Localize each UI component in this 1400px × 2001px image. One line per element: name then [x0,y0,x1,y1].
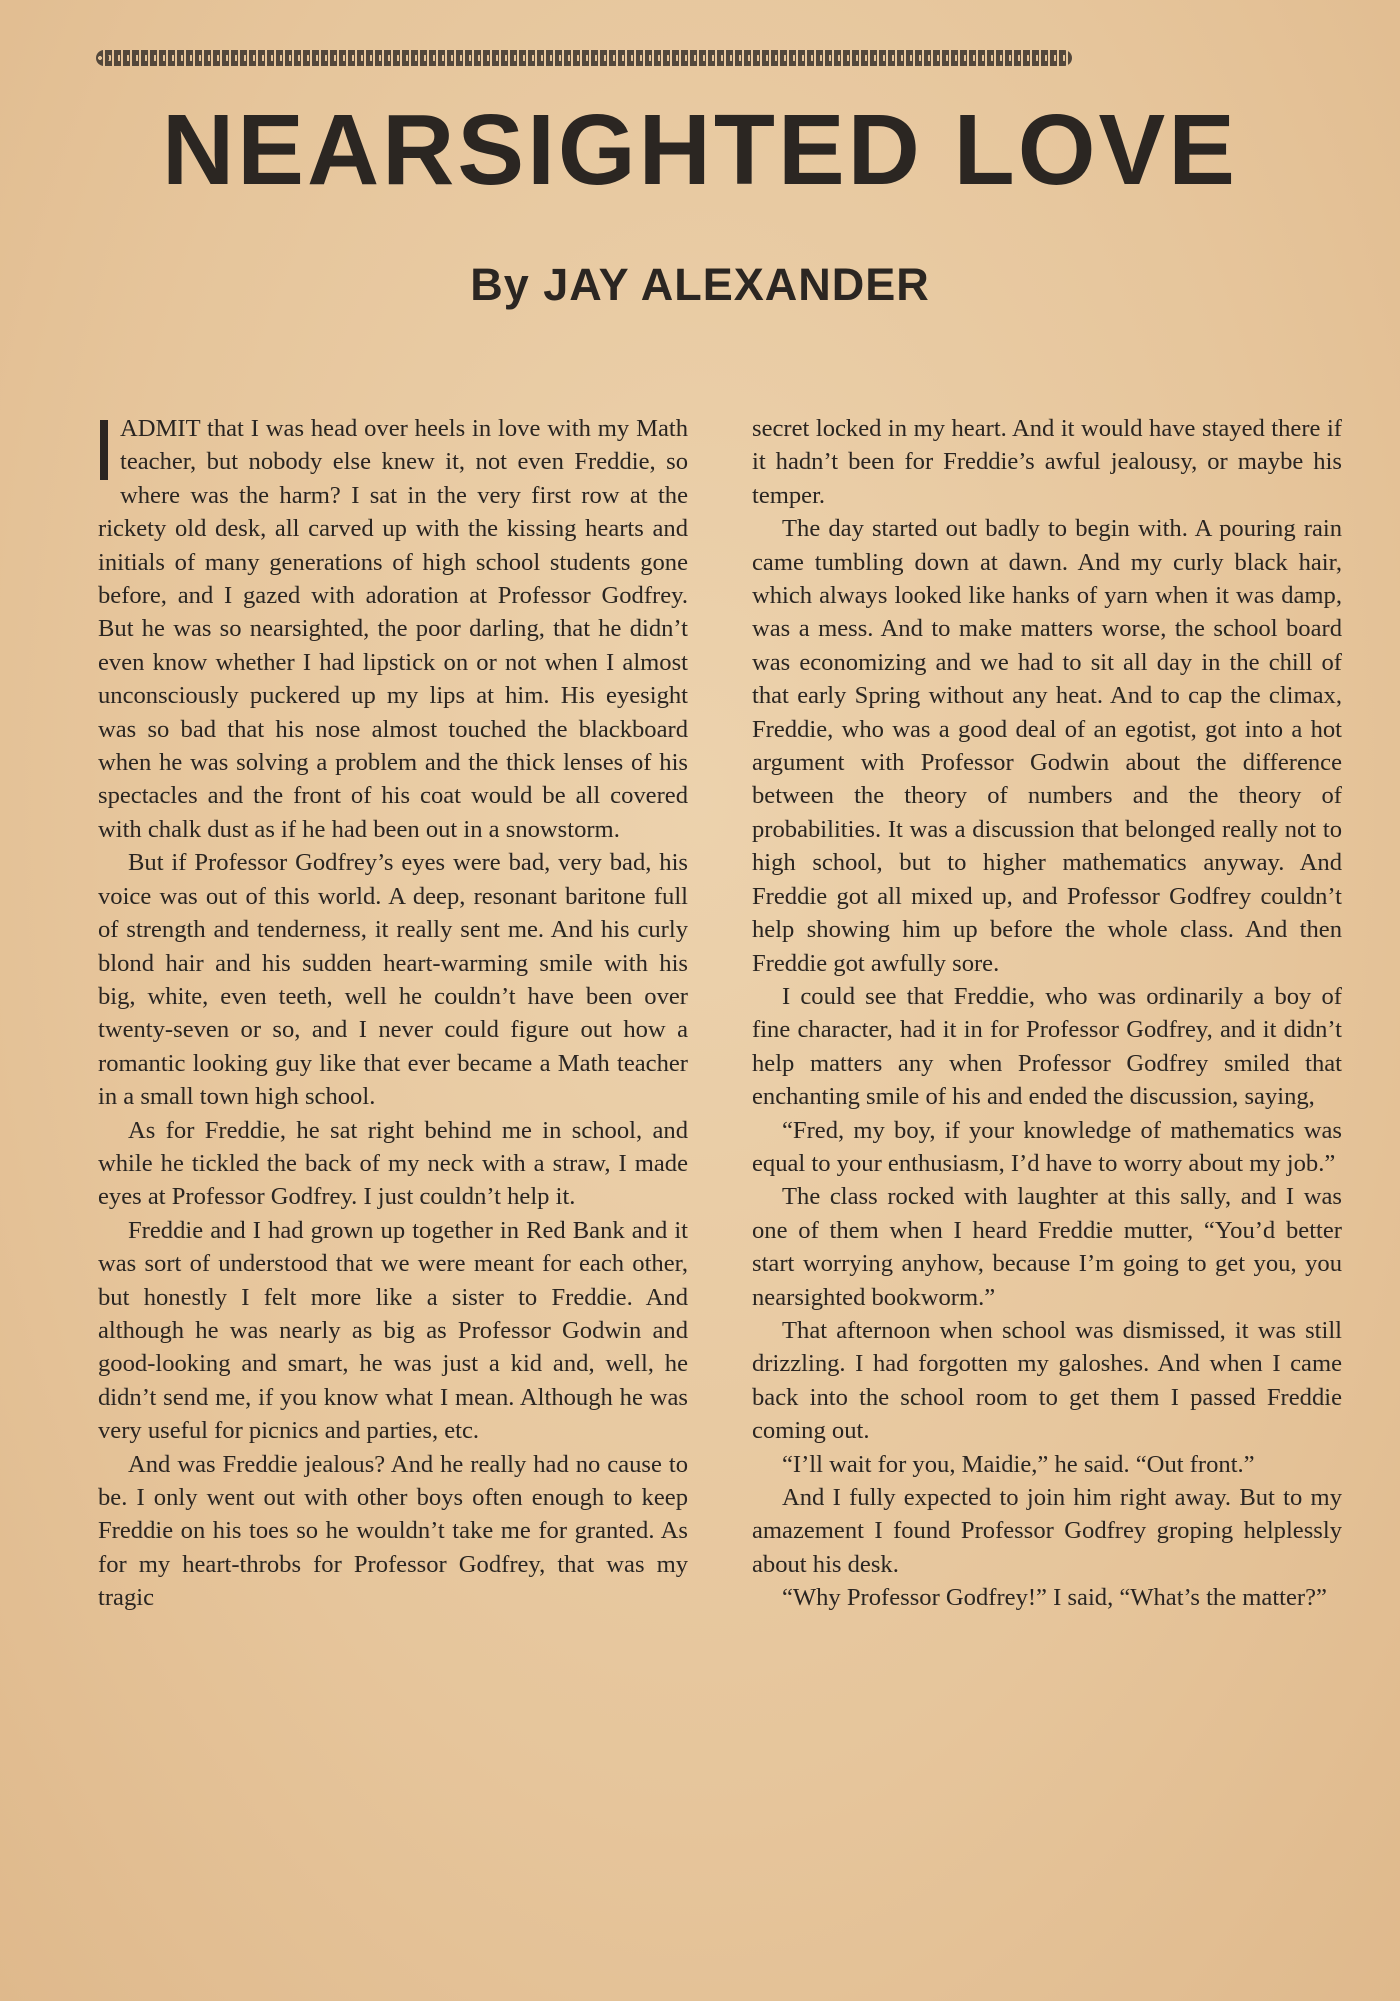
paragraph: And was Freddie jealous? And he really had no cause to be. I only went out with other boys often enough to keep Freddie on his toes so he wouldn’t take me for granted. As for my heart-throbs for Professor Godfrey, that was my tragic [98,1450,688,1612]
paragraph: As for Freddie, he sat right behind me in school, and while he tickled the back of my neck with a straw, I made eyes at Professor Godfrey. I just couldn’t help it. [98,1116,688,1211]
paragraph: Freddie and I had grown up together in Red Bank and it was sort of understood that we were meant for each other, but honestly I felt more like a sister to Freddie. And although he was nearly as big as Professor Godwin and good-looking and smart, he was just a kid and, well, he didn’t send me, if you know what I mean. Although he was very useful for picnics and parties, etc. [98,1216,688,1445]
paragraph: “Fred, my boy, if your knowledge of mathematics was equal to your enthusiasm, I’d have to worry about my job.” [752,1116,1342,1177]
drop-cap-i [100,420,108,480]
paragraph: The day started out badly to begin with. A pouring rain came tumbling down at dawn. And my curly black hair, which always looked like hanks of yarn when it was damp, was a mess. And to make matters worse, the school board was economizing and we had to sit all day in the chill of that early Spring without any heat. And to cap the climax, Freddie, who was a good deal of an egotist, got into a hot argument with Professor Godwin about the difference between the theory of numbers and the theory of probabilities. It was a discussion that belonged really not to high school, but to higher mathematics anyway. And Freddie got all mixed up, and Professor Godfrey couldn’t help showing him up before the whole class. And then Freddie got awfully sore. [752,515,1342,977]
paragraph: And I fully expected to join him right away. But to my amazement I found Professor Godfrey groping helplessly about his desk. [752,1484,1342,1578]
right-text-column [752,412,1342,1615]
paragraph-text: ADMIT that I was head over heels in love with my Math teacher, but nobody else knew it, not even Freddie, so where was the harm? I sat in the very first row at the rickety old desk, all carved up with the kissing hearts and initials of many generations of high school students gone before, and I gazed with adoration at Professor Godfrey. But he was so nearsighted, the poor darling, that he didn’t even know whether I had lipstick on or not when I almost unconsciously puckered up my lips at him. His eyesight was so bad that his nose almost touched the blackboard when he was solving a problem and the thick lenses of his spectacles and the front of his coat would be all covered with chalk dust as if he had been out in a snowstorm. [98,415,688,843]
story-byline: By JAY ALEXANDER [470,259,930,310]
paragraph [98,412,688,846]
decorative-border-rule [96,50,1072,66]
paragraph: “Why Professor Godfrey!” I said, “What’s the matter?” [782,1584,1327,1612]
left-text-column [98,412,688,1615]
story-title: NEARSIGHTED LOVE [162,94,1238,206]
paragraph: I could see that Freddie, who was ordinarily a boy of fine character, had it in for Professor Godfrey, and it didn’t help matters any when Professor Godfrey smiled that enchanting smile of his and ended the discussion, saying, [752,982,1342,1111]
paragraph: The class rocked with laughter at this sally, and I was one of them when I heard Freddie mutter, “You’d better start worrying anyhow, because I’m going to get you, you nearsighted bookworm.” [752,1183,1342,1311]
paragraph: secret locked in my heart. And it would have stayed there if it hadn’t been for Freddie’s awful jealousy, or maybe his temper. [752,415,1342,509]
paragraph: But if Professor Godfrey’s eyes were bad, very bad, his voice was out of this world. A deep, resonant baritone full of strength and tenderness, it really sent me. And his curly blond hair and his sudden heart-warming smile with his big, white, even teeth, well he couldn’t have been over twenty-seven or so, and I never could figure out how a romantic looking guy like that ever became a Math teacher in a small town high school. [98,849,688,1111]
paragraph: “I’ll wait for you, Maidie,” he said. “Out front.” [782,1450,1255,1478]
paragraph: That afternoon when school was dismissed, it was still drizzling. I had forgotten my galoshes. And when I came back into the school room to get them I passed Freddie coming out. [752,1316,1342,1445]
